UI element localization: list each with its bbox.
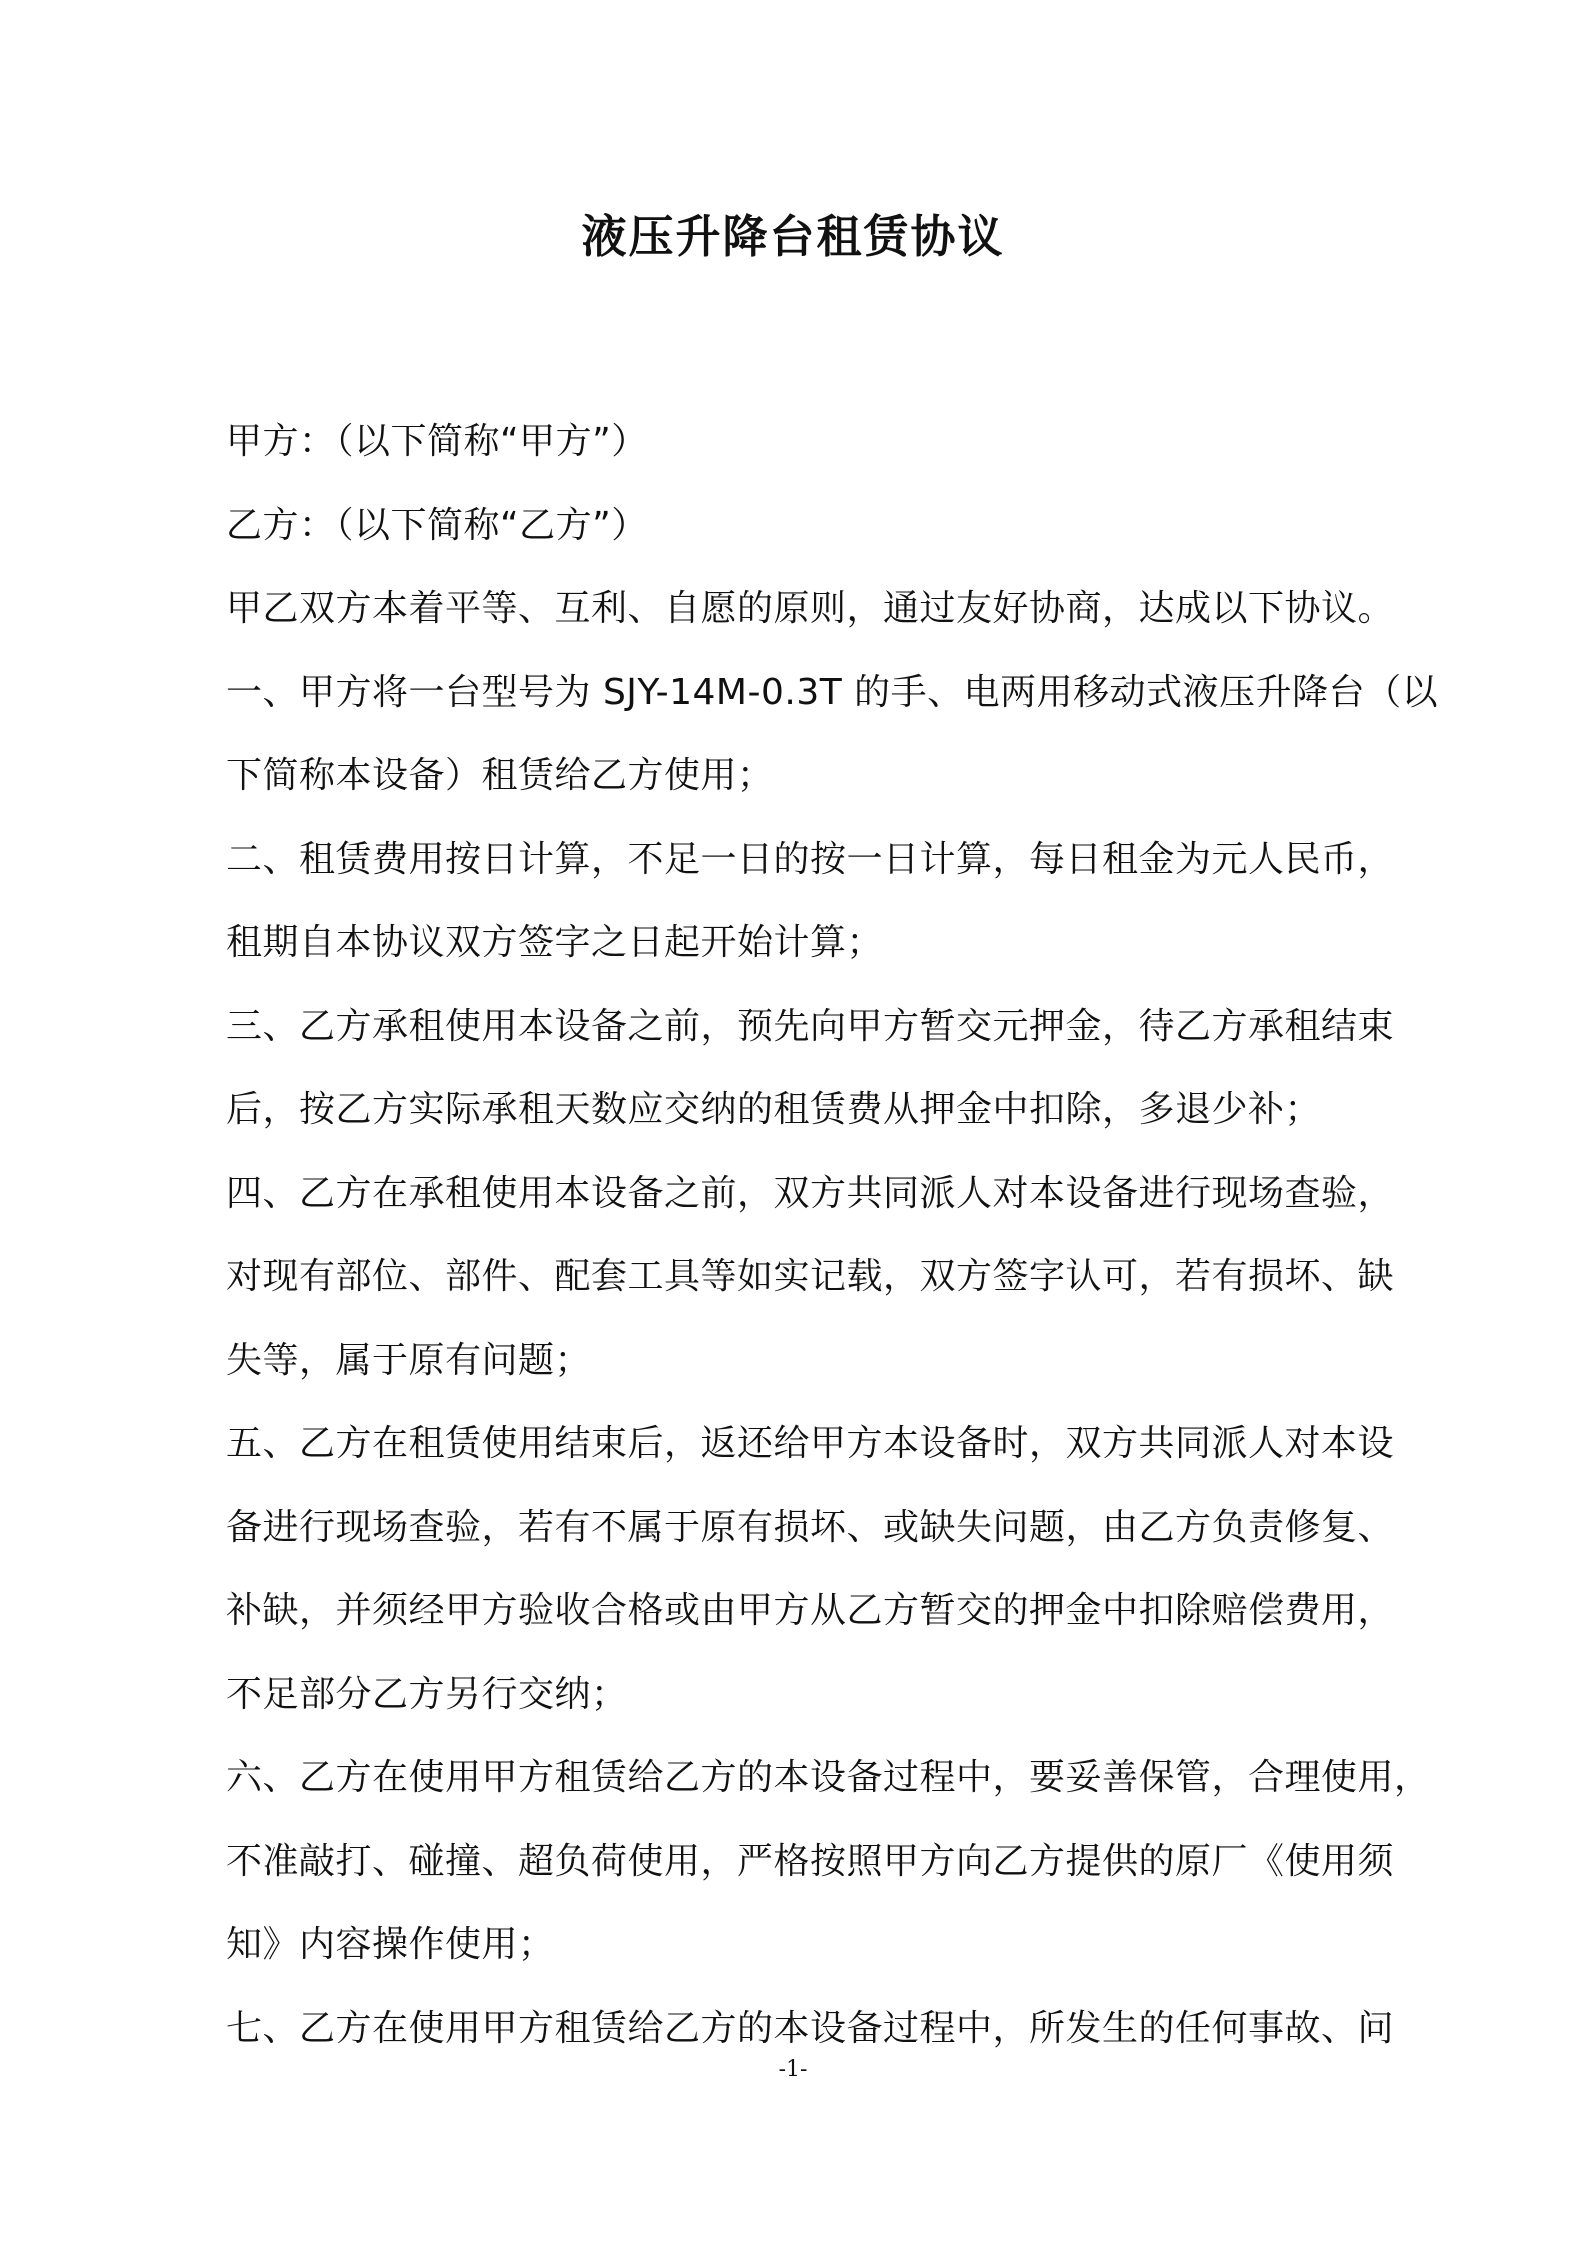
clause-3-line-1: 三、乙方承租使用本设备之前，预先向甲方暂交元押金，待乙方承租结束 (226, 1005, 1395, 1047)
clause-5-line-3: 补缺，并须经甲方验收合格或由甲方从乙方暂交的押金中扣除赔偿费用， (226, 1590, 1395, 1631)
clause-4-line-2: 对现有部位、部件、配套工具等如实记载，双方签字认可，若有损坏、缺 (226, 1256, 1395, 1297)
agreement-intro-line: 甲乙双方本着平等、互利、自愿的原则，通过友好协商，达成以下协议。 (226, 588, 1395, 629)
document-title: 液压升降台租赁协议 (581, 210, 1005, 263)
page-number: -1- (778, 2057, 808, 2082)
clause-2-line-1: 二、租赁费用按日计算，不足一日的按一日计算，每日租金为元人民币， (226, 838, 1395, 880)
clause-6-line-1: 六、乙方在使用甲方租赁给乙方的本设备过程中，要妥善保管，合理使用， (226, 1757, 1431, 1798)
clause-2-line-2: 租期自本协议双方签字之日起开始计算； (226, 922, 884, 963)
clause-7-line-1: 七、乙方在使用甲方租赁给乙方的本设备过程中，所发生的任何事故、问 (226, 2007, 1395, 2049)
clause-5-line-1: 五、乙方在租赁使用结束后，返还给甲方本设备时，双方共同派人对本设 (226, 1423, 1395, 1464)
clause-4-line-1: 四、乙方在承租使用本设备之前，双方共同派人对本设备进行现场查验， (226, 1172, 1395, 1214)
clause-1-line-1: 一、甲方将一台型号为 SJY-14M-0.3T 的手、电两用移动式液压升降台（以 (226, 671, 1439, 713)
clause-5-line-4: 不足部分乙方另行交纳； (226, 1673, 628, 1715)
party-b-line: 乙方：（以下简称“乙方”） (226, 504, 648, 546)
clause-6-line-3: 知》内容操作使用； (226, 1924, 555, 1965)
clause-5-line-2: 备进行现场查验，若有不属于原有损坏、或缺失问题，由乙方负责修复、 (226, 1506, 1395, 1548)
document-body (226, 400, 1466, 2070)
clause-4-line-3: 失等，属于原有问题； (226, 1339, 592, 1381)
clause-3-line-2: 后，按乙方实际承租天数应交纳的租赁费从押金中扣除，多退少补； (226, 1089, 1322, 1130)
clause-6-line-2: 不准敲打、碰撞、超负荷使用，严格按照甲方向乙方提供的原厂《使用须 (226, 1840, 1395, 1882)
clause-1-line-2: 下简称本设备）租赁给乙方使用； (226, 755, 774, 796)
party-a-line: 甲方：（以下简称“甲方”） (226, 421, 648, 462)
